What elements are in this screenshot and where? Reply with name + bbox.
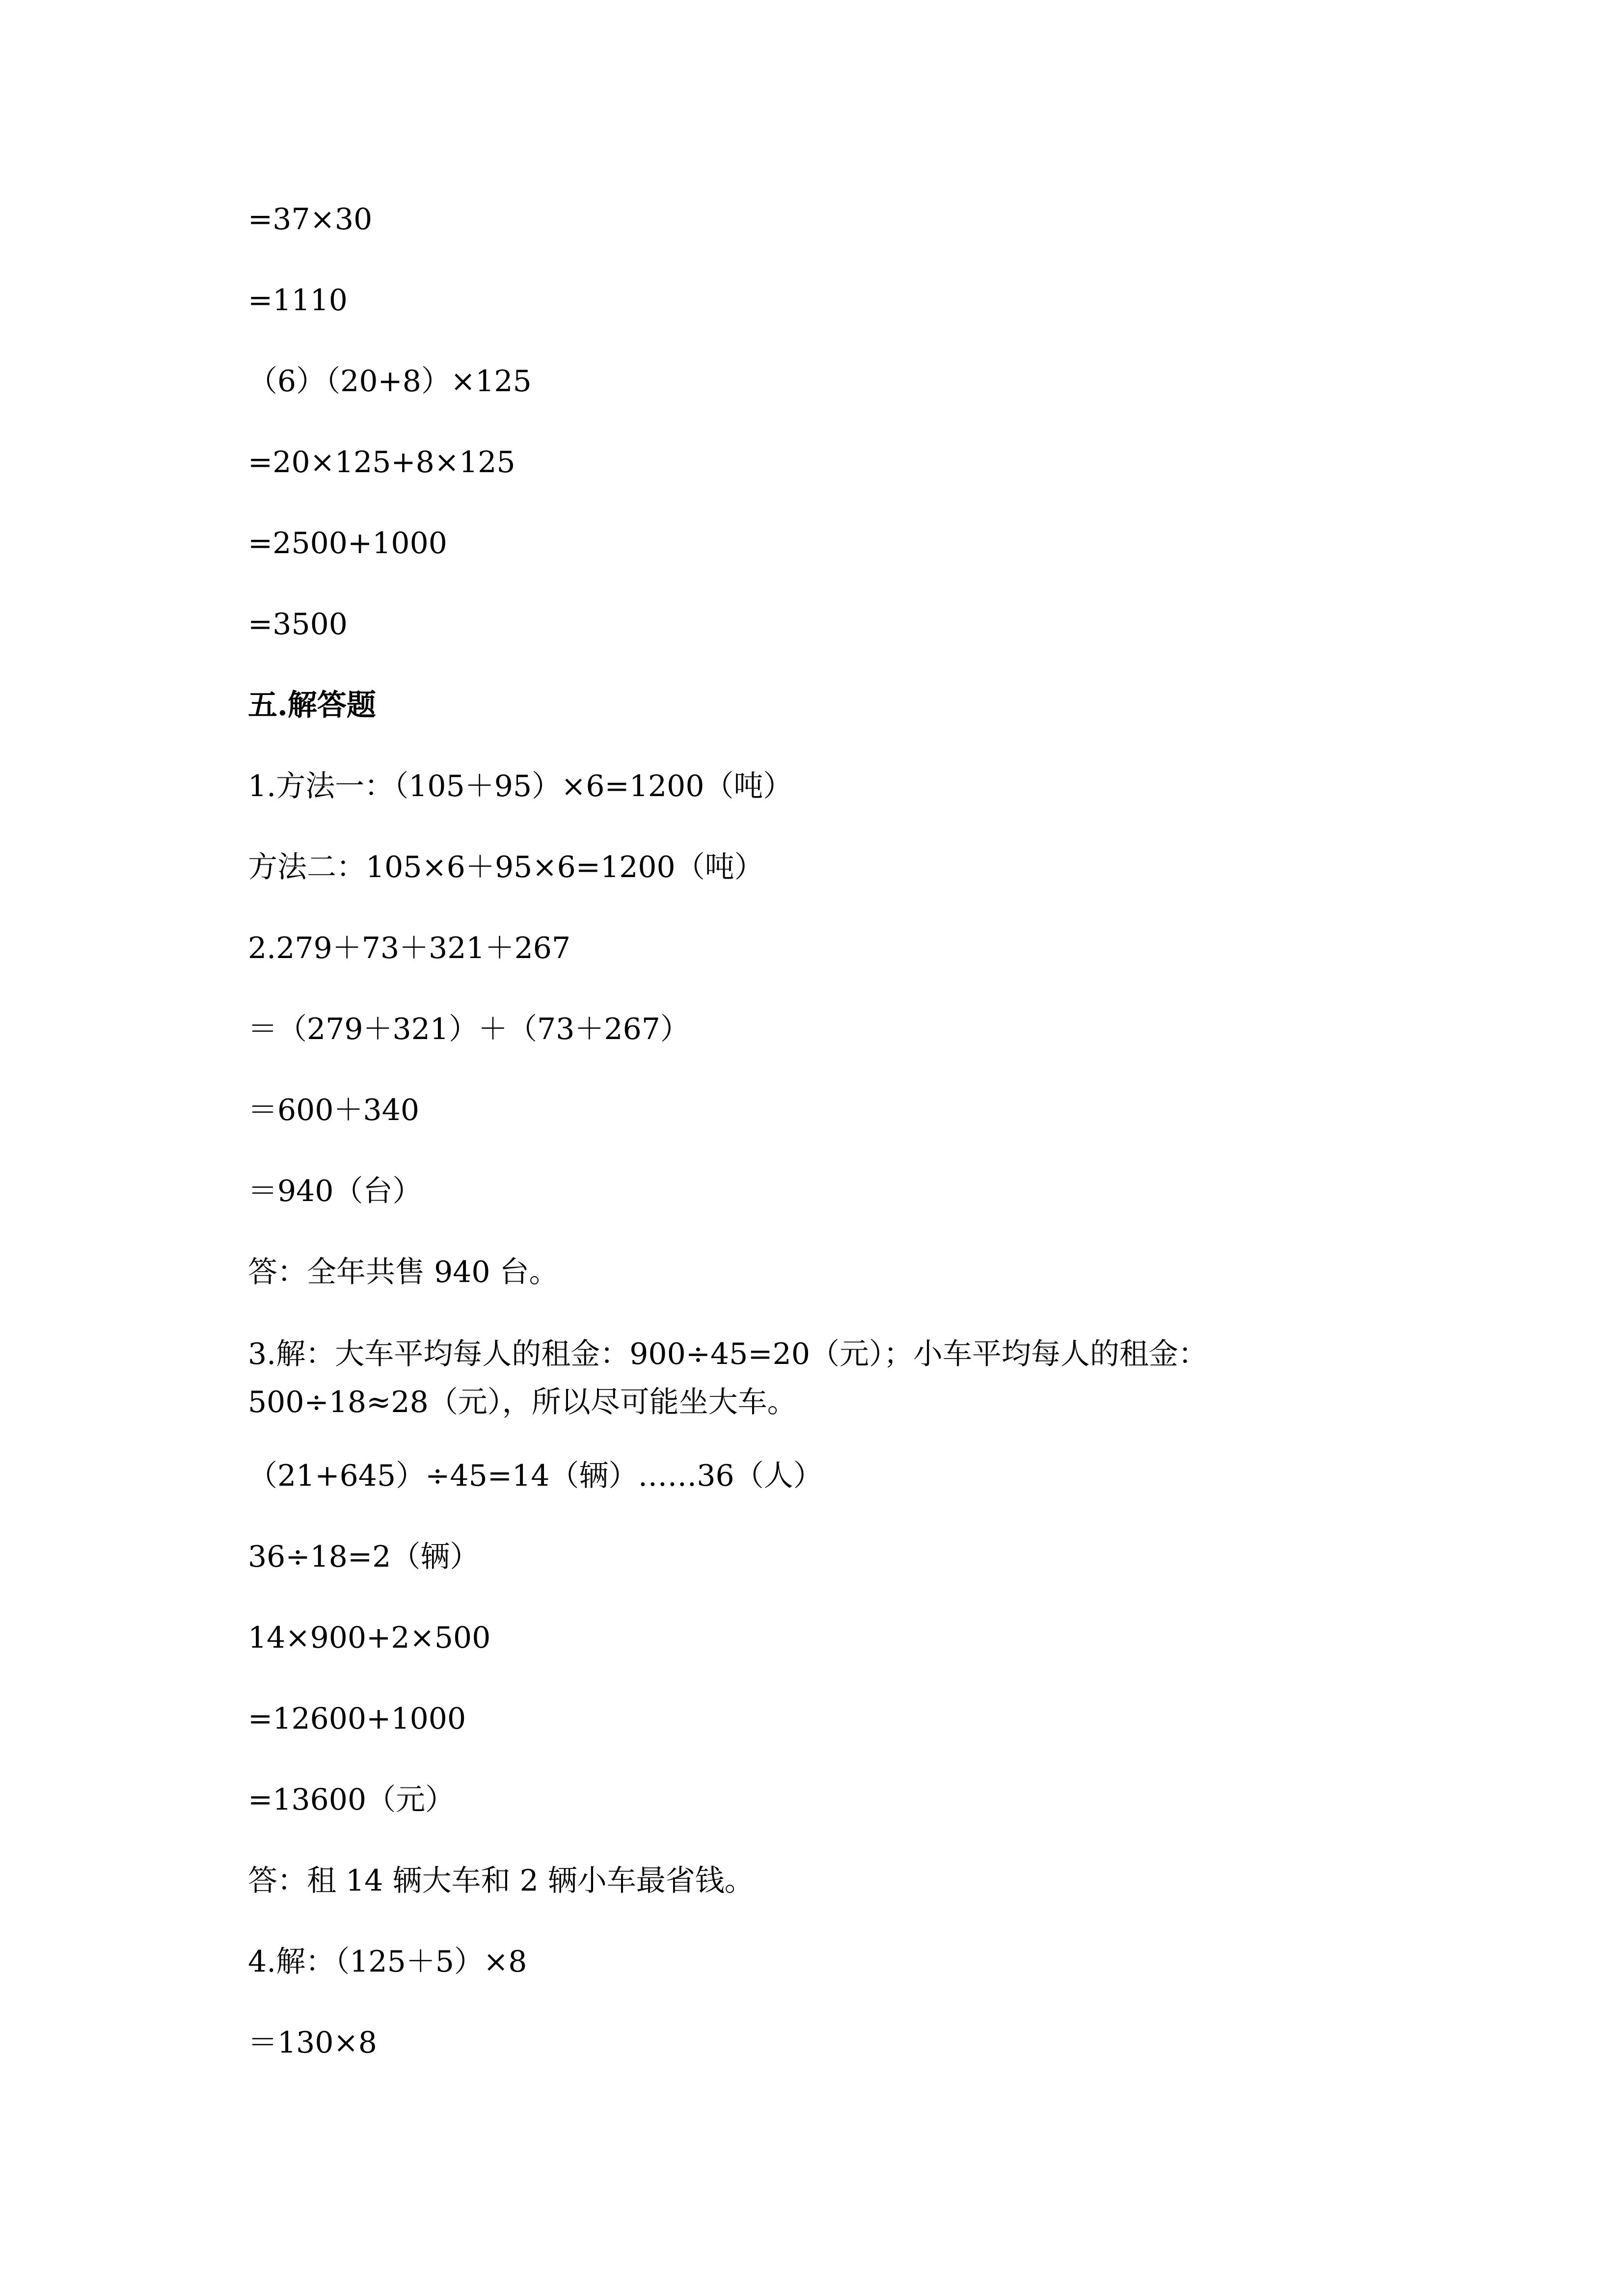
- answer-2-conclusion: 答：全年共售 940 台。: [248, 1255, 559, 1289]
- calc-line: ＝（279＋321）＋（73＋267）: [248, 1012, 690, 1046]
- problem-6-line: （6）（20+8）×125: [248, 364, 532, 399]
- answer-1-method-2: 方法二：105×6＋95×6=1200（吨）: [248, 850, 764, 884]
- section-heading: 五.解答题: [248, 688, 376, 722]
- answer-2-line: 2.279＋73＋321＋267: [248, 931, 571, 965]
- calc-line: =12600+1000: [248, 1702, 466, 1736]
- calc-line: 36÷18=2（辆）: [248, 1540, 480, 1574]
- calc-line: ＝130×8: [248, 2026, 377, 2060]
- calc-line: 14×900+2×500: [248, 1621, 491, 1655]
- calc-line: ＝600＋340: [248, 1093, 420, 1127]
- answer-1-method-1: 1.方法一：（105＋95）×6=1200（吨）: [248, 769, 793, 803]
- calc-line: =1110: [248, 283, 348, 318]
- calc-line: ＝940（台）: [248, 1174, 422, 1208]
- answer-4-line: 4.解：（125＋5）×8: [248, 1945, 527, 1979]
- calc-line: =20×125+8×125: [248, 445, 515, 480]
- answer-3-conclusion: 答：租 14 辆大车和 2 辆小车最省钱。: [248, 1864, 754, 1898]
- calc-line: =2500+1000: [248, 526, 447, 561]
- calc-line: =3500: [248, 607, 348, 641]
- calc-line: =13600（元）: [248, 1783, 455, 1817]
- answer-3-explanation: 3.解：大车平均每人的租金：900÷45=20（元）；小车平均每人的租金：500÷18≈28（元），所以尽可能坐大车。: [248, 1337, 1208, 1419]
- calc-line: （21+645）÷45=14（辆）……36（人）: [248, 1459, 823, 1493]
- calc-line: =37×30: [248, 202, 373, 237]
